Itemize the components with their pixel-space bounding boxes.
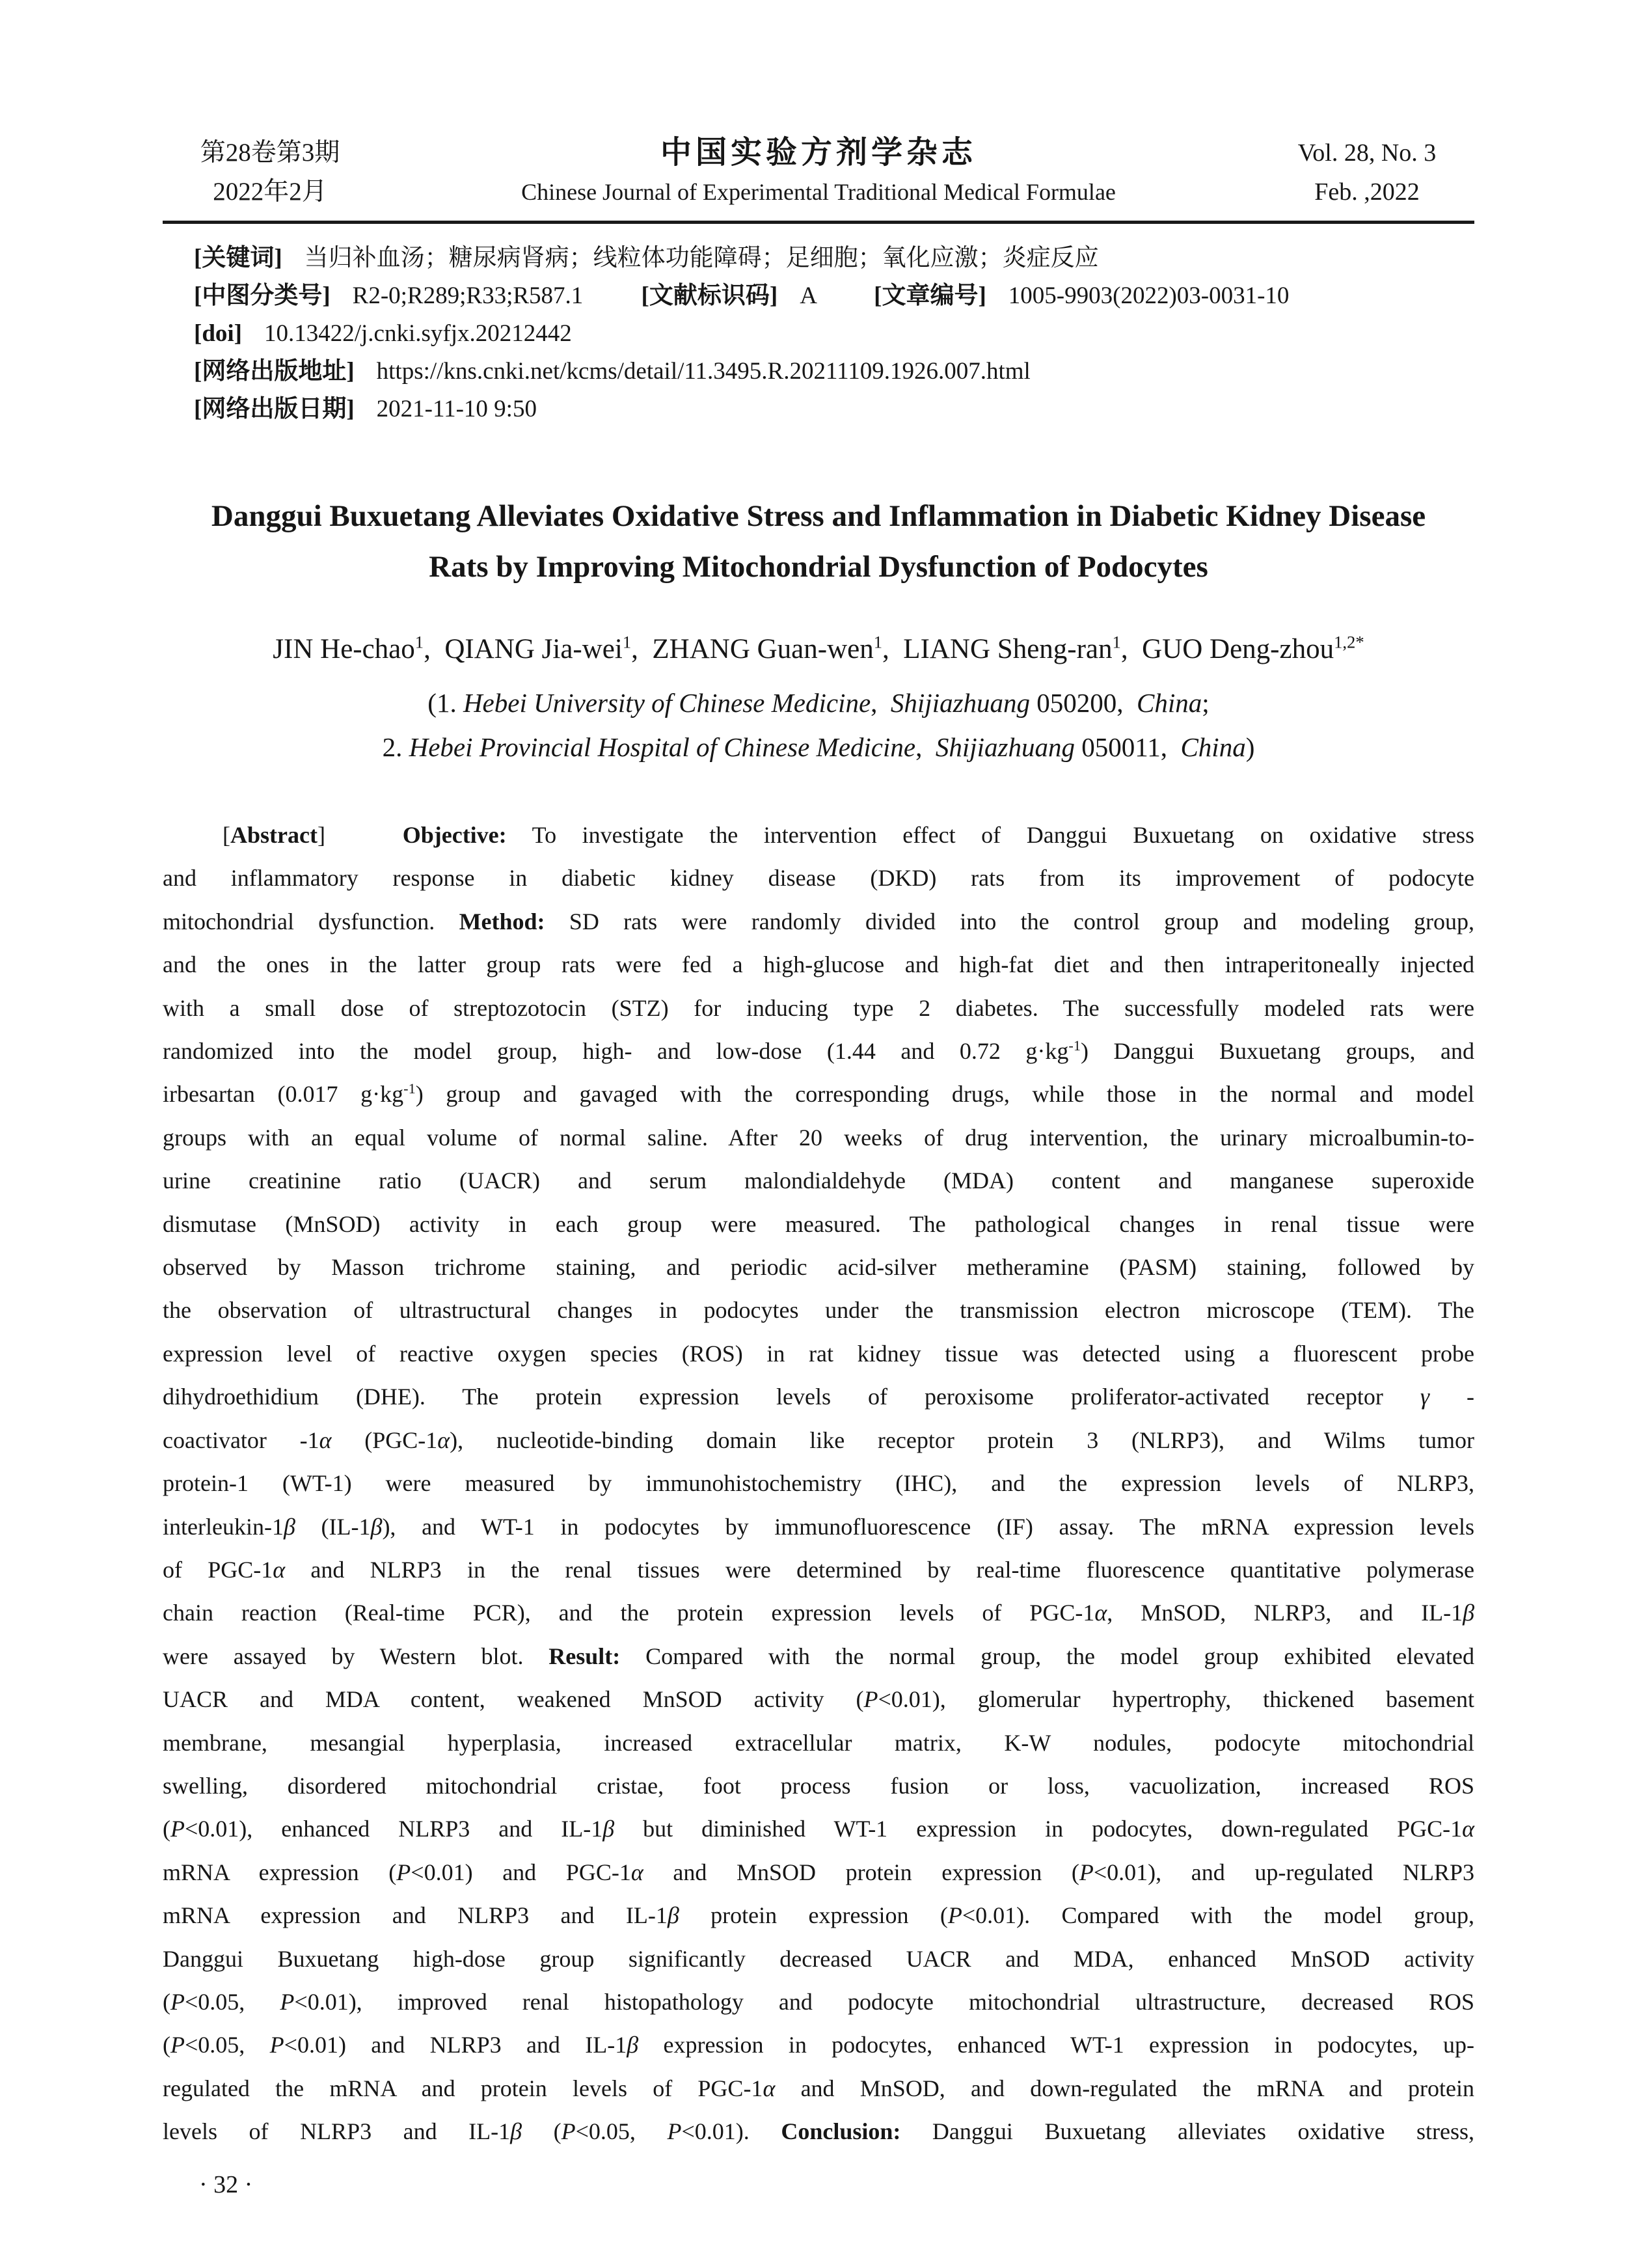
article-title: [163, 491, 1474, 592]
doc-code-pair: [642, 282, 816, 309]
issue-date-cn: 2022年2月: [213, 178, 327, 206]
abstract-line: irbesartan (0.017 $g\cdot kg^{-1}$) group and gavaged with the corresponding drugs, while those in the normal and model: [163, 1080, 1475, 1108]
article-no-value: 1005-9903(2022)03-0031-10: [1008, 282, 1290, 309]
online-url-label: [网络出版地址]: [194, 358, 355, 385]
abstract-line: mRNA expression (P<0.01) and PGC-1α and MnSOD protein expression (P<0.01), and up-regulated NLRP3: [163, 1859, 1474, 1885]
abstract-line: randomized into the model group, high- and low-dose (1.44 and 0.72 $g\cdot kg^{-1}$) Danggui Buxuetang groups, and: [163, 1037, 1474, 1065]
abstract-line: [Abstract] Objective: To investigate the intervention effect of Danggui Buxuetang on oxidative stress: [223, 822, 1474, 848]
article-no-pair: [874, 282, 1289, 309]
abstract-text: [163, 813, 1474, 2153]
abstract-line: observed by Masson trichrome staining, and periodic acid-silver metheramine (PASM) staining, followed by: [163, 1254, 1474, 1281]
online-url-value: https://kns.cnki.net/kcms/detail/11.3495.R.20211109.1926.007.html: [376, 358, 1031, 385]
header-volume-block: [1260, 133, 1474, 212]
abstract-line: of PGC-1α and NLRP3 in the renal tissues were determined by real-time fluorescence quantitative polymerase: [163, 1556, 1474, 1583]
issue-volume-cn: 第28卷第3期: [200, 139, 340, 167]
clc-pair: [194, 282, 583, 309]
abstract-line: expression level of reactive oxygen species (ROS) in rat kidney tissue was detected using a fluorescent probe: [163, 1340, 1474, 1367]
affiliations: [163, 681, 1474, 769]
classification-row: [163, 277, 1474, 315]
abstract-line: Danggui Buxuetang high-dose group significantly decreased UACR and MDA, enhanced MnSOD activity: [163, 1945, 1474, 1972]
online-date-value: 2021-11-10 9:50: [376, 396, 537, 422]
affiliation-2: 2. Hebei Provincial Hospital of Chinese Medicine, Shijiazhuang 050011, China): [382, 732, 1255, 762]
abstract-line: (P<0.05, P<0.01), improved renal histopathology and podocyte mitochondrial ultrastructure, decreased ROS: [163, 1988, 1475, 2015]
article-title-line1: Danggui Buxuetang Alleviates Oxidative Stress and Inflammation in Diabetic Kidney Disease: [211, 499, 1426, 533]
keywords-row: [163, 239, 1474, 277]
doc-code-value: A: [800, 282, 816, 309]
abstract-line: groups with an equal volume of normal saline. After 20 weeks of drug intervention, the urinary microalbumin-to-: [163, 1124, 1474, 1151]
header-issue-block: [163, 133, 377, 212]
abstract-line: with a small dose of streptozotocin (STZ) for inducing type 2 diabetes. The successfully modeled rats were: [163, 994, 1474, 1021]
abstract-line: mRNA expression and NLRP3 and IL-1β protein expression (P<0.01). Compared with the model group,: [163, 1902, 1474, 1929]
abstract-line: (P<0.01), enhanced NLRP3 and IL-1β but diminished WT-1 expression in podocytes, down-regulated PGC-1α: [163, 1816, 1475, 1842]
authors-line: JIN He-chao$^1$, QIANG Jia-wei$^1$, ZHANG Guan-wen$^1$, LIANG Sheng-ran$^1$, GUO Deng-zhou$^{1,2*}$: [273, 632, 1364, 664]
keywords-value: 当归补血汤；糖尿病肾病；线粒体功能障碍；足细胞；氧化应激；炎症反应: [304, 245, 1099, 271]
header-journal-title-block: [377, 133, 1260, 212]
abstract-line: interleukin-1β (IL-1β), and WT-1 in podocytes by immunofluorescence (IF) assay. The mRNA expression levels: [163, 1513, 1474, 1540]
article-meta: [163, 239, 1474, 428]
clc-label: [中图分类号]: [194, 282, 331, 309]
journal-title-cn: 中国实验方剂学杂志: [660, 135, 977, 170]
journal-title-en: Chinese Journal of Experimental Traditional Medical Formulae: [521, 179, 1116, 205]
doi-row: [163, 315, 1474, 353]
abstract-line: (P<0.05, P<0.01) and NLRP3 and IL-1β expression in podocytes, enhanced WT-1 expression in podocytes, up-: [163, 2032, 1474, 2058]
abstract-line: and the ones in the latter group rats were fed a high-glucose and high-fat diet and then intraperitoneally injected: [163, 951, 1474, 978]
abstract-line: dismutase (MnSOD) activity in each group were measured. The pathological changes in renal tissue were: [163, 1210, 1474, 1237]
header-divider-rule: [163, 221, 1474, 224]
abstract-line: swelling, disordered mitochondrial cristae, foot process fusion or loss, vacuolization, increased ROS: [163, 1772, 1474, 1799]
abstract-line: the observation of ultrastructural changes in podocytes under the transmission electron microscope (TEM). The: [163, 1297, 1474, 1324]
abstract-line: urine creatinine ratio (UACR) and serum malondialdehyde (MDA) content and manganese superoxide: [163, 1168, 1474, 1194]
affiliation-1: (1. Hebei University of Chinese Medicine, Shijiazhuang 050200, China;: [427, 688, 1210, 718]
abstract-line: dihydroethidium (DHE). The protein expression levels of peroxisome proliferator-activated receptor γ -: [163, 1384, 1474, 1410]
keywords-label: [关键词]: [194, 245, 282, 271]
abstract-line: levels of NLRP3 and IL-1β (P<0.05, P<0.01). Conclusion: Danggui Buxuetang alleviates oxidative stress,: [163, 2118, 1474, 2145]
abstract-line: were assayed by Western blot. Result: Compared with the normal group, the model group exhibited elevated: [163, 1643, 1474, 1669]
abstract-line: and inflammatory response in diabetic kidney disease (DKD) rats from its improvement of podocyte: [163, 865, 1474, 892]
doc-code-label: [文献标识码]: [641, 282, 778, 309]
journal-header: [163, 0, 1474, 212]
article-title-line2: Rats by Improving Mitochondrial Dysfunction of Podocytes: [429, 550, 1208, 584]
abstract-line: UACR and MDA content, weakened MnSOD activity (P<0.01), glomerular hypertrophy, thickened basement: [163, 1686, 1474, 1713]
issue-date-en: Feb. ,2022: [1314, 178, 1420, 206]
abstract-line: protein-1 (WT-1) were measured by immunohistochemistry (IHC), and the expression levels of NLRP3,: [163, 1470, 1474, 1497]
abstract-line: regulated the mRNA and protein levels of PGC-1α and MnSOD, and down-regulated the mRNA and protein: [163, 2075, 1474, 2101]
doi-value: 10.13422/j.cnki.syfjx.20212442: [264, 320, 572, 347]
online-url-row: [163, 353, 1474, 390]
volume-number-en: Vol. 28, No. 3: [1297, 139, 1437, 167]
doi-label: [doi]: [194, 320, 242, 347]
online-date-label: [网络出版日期]: [194, 396, 355, 422]
abstract-line: chain reaction (Real-time PCR), and the protein expression levels of PGC-1α, MnSOD, NLRP3, and IL-1β: [163, 1600, 1475, 1626]
clc-value: R2-0;R289;R33;R587.1: [352, 282, 584, 309]
online-date-row: [163, 390, 1474, 428]
page-number: · 32 ·: [199, 2170, 253, 2198]
abstract-line: coactivator -1α (PGC-1α), nucleotide-binding domain like receptor protein 3 (NLRP3), and Wilms tumor: [163, 1427, 1474, 1453]
abstract-line: membrane, mesangial hyperplasia, increased extracellular matrix, K-W nodules, podocyte mitochondrial: [163, 1729, 1474, 1756]
article-no-label: [文章编号]: [874, 282, 986, 309]
abstract-line: mitochondrial dysfunction. Method: SD rats were randomly divided into the control group and modeling group,: [163, 908, 1475, 935]
